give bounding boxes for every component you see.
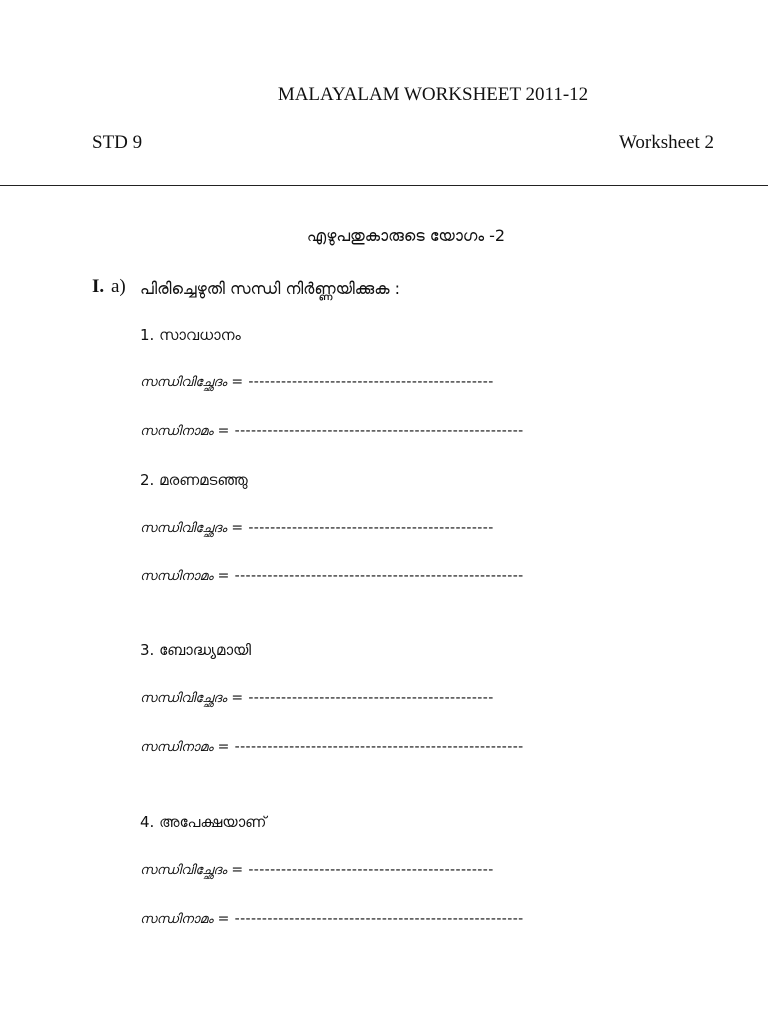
split-label: സന്ധിവിച്ഛേദം bbox=[140, 863, 227, 878]
question-number: I. bbox=[92, 276, 105, 297]
item-word: 2. മരണമടഞ്ഞു bbox=[140, 471, 248, 489]
section-title: എഴുപതുകാരുടെ യോഗം -2 bbox=[306, 226, 506, 245]
item-word: 1. സാവധാനം bbox=[140, 326, 241, 344]
worksheet-number: Worksheet 2 bbox=[618, 132, 714, 153]
standard-label: STD 9 bbox=[92, 132, 143, 153]
split-answer-line[interactable] bbox=[140, 374, 494, 390]
header-divider bbox=[0, 185, 768, 186]
answer-blank: = --------------------------------------------- bbox=[231, 690, 494, 706]
item-word: 3. ബോദ്ധ്യമായി bbox=[140, 641, 252, 659]
answer-blank: = ----------------------------------------------------- bbox=[217, 423, 524, 439]
answer-blank: = --------------------------------------------- bbox=[231, 862, 494, 878]
name-answer-line[interactable] bbox=[140, 423, 524, 439]
answer-blank: = ----------------------------------------------------- bbox=[217, 739, 524, 755]
answer-blank: = ----------------------------------------------------- bbox=[217, 911, 524, 927]
question-instruction: പിരിച്ചെഴുതി സന്ധി നിർണ്ണയിക്കുക : bbox=[140, 279, 400, 298]
split-label: സന്ധിവിച്ഛേദം bbox=[140, 521, 227, 536]
document-title: MALAYALAM WORKSHEET 2011-12 bbox=[277, 84, 589, 105]
name-label: സന്ധിനാമം bbox=[140, 740, 214, 755]
split-label: സന്ധിവിച്ഛേദം bbox=[140, 691, 227, 706]
answer-blank: = ----------------------------------------------------- bbox=[217, 568, 524, 584]
split-answer-line[interactable] bbox=[140, 520, 494, 536]
name-answer-line[interactable] bbox=[140, 739, 524, 755]
name-label: സന്ധിനാമം bbox=[140, 912, 214, 927]
name-label: സന്ധിനാമം bbox=[140, 569, 214, 584]
item-word: 4. അപേക്ഷയാണ് bbox=[140, 813, 267, 831]
name-label: സന്ധിനാമം bbox=[140, 424, 214, 439]
split-answer-line[interactable] bbox=[140, 862, 494, 878]
question-sub-number: a) bbox=[111, 276, 126, 297]
answer-blank: = --------------------------------------------- bbox=[231, 520, 494, 536]
answer-blank: = --------------------------------------------- bbox=[231, 374, 494, 390]
split-label: സന്ധിവിച്ഛേദം bbox=[140, 375, 227, 390]
name-answer-line[interactable] bbox=[140, 911, 524, 927]
split-answer-line[interactable] bbox=[140, 690, 494, 706]
name-answer-line[interactable] bbox=[140, 568, 524, 584]
